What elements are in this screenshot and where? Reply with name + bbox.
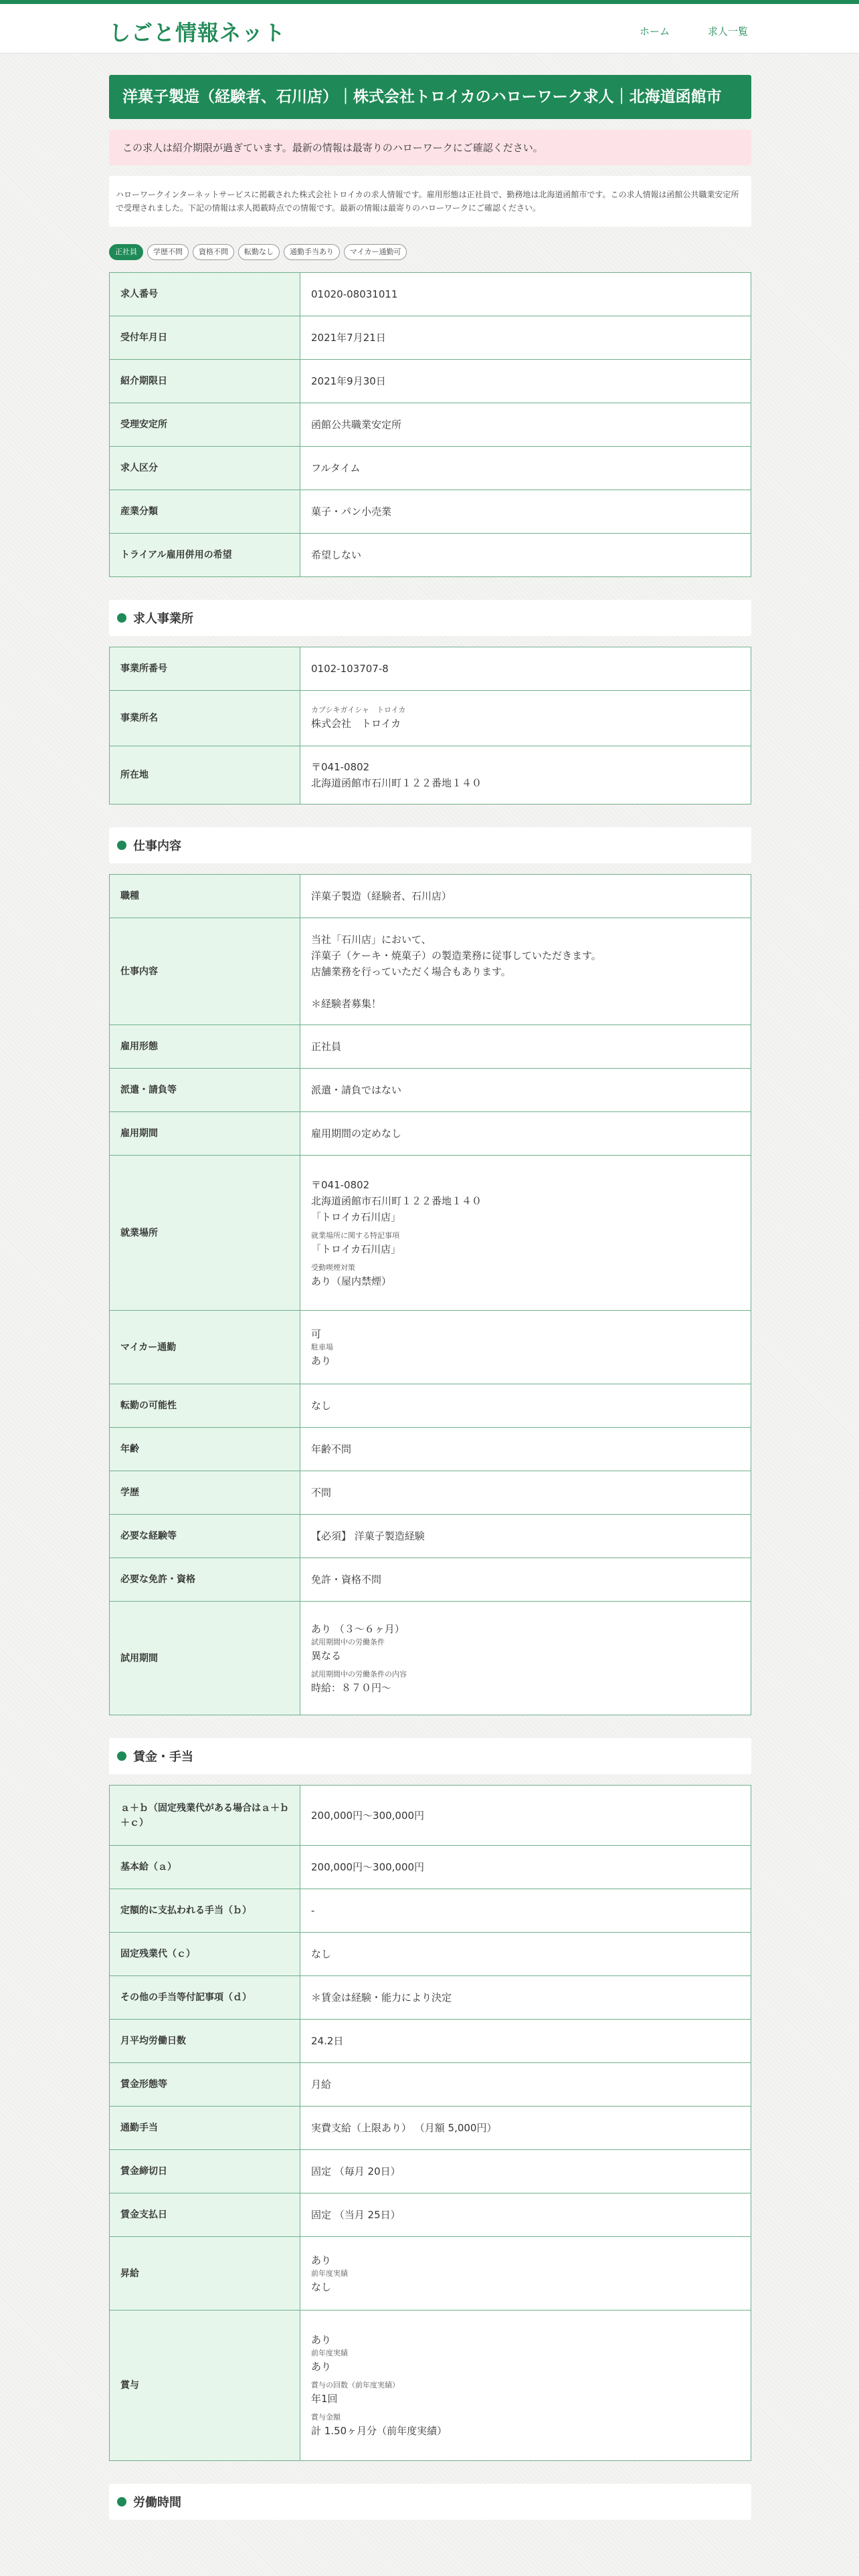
table-row	[110, 746, 751, 804]
row-note: 前年度実績	[311, 2268, 348, 2278]
table-row	[110, 1558, 751, 1602]
row-label: 試用期間	[110, 1602, 300, 1715]
row-label: 賃金支払日	[110, 2193, 300, 2237]
nav-job-list-link[interactable]: 求人一覧	[708, 25, 749, 37]
row-value: 雇用期間の定めなし	[300, 1112, 751, 1156]
row-value: 年1回	[311, 2393, 338, 2405]
row-note: 受動喫煙対策	[311, 1263, 355, 1272]
bullet-icon	[117, 841, 126, 850]
tag-no-education-req: 学歴不問	[147, 244, 189, 260]
row-value: なし	[300, 1384, 751, 1428]
row-label: 月平均労働日数	[110, 2020, 300, 2063]
row-label: 賞与	[110, 2311, 300, 2461]
row-value: 年齢不問	[300, 1428, 751, 1471]
row-label: 受理安定所	[110, 403, 300, 447]
row-label: 賃金締切日	[110, 2150, 300, 2193]
row-note: 就業場所に関する特記事項	[311, 1230, 399, 1240]
row-value: 固定 （当月 25日）	[300, 2193, 751, 2237]
row-value: 正社員	[300, 1025, 751, 1069]
table-row	[110, 1846, 751, 1889]
table-row	[110, 2193, 751, 2237]
feature-tags	[109, 244, 751, 261]
row-value: ＊賃金は経験・能力により決定	[300, 1976, 751, 2020]
row-value: 菓子・パン小売業	[300, 490, 751, 534]
row-value: 免許・資格不問	[300, 1558, 751, 1602]
row-label: 求人番号	[110, 273, 300, 316]
row-value: 2021年9月30日	[300, 360, 751, 403]
page-title: 洋菓子製造（経験者、石川店）｜株式会社トロイカのハローワーク求人｜北海道函館市	[109, 75, 751, 119]
table-row	[110, 360, 751, 403]
table-row	[110, 273, 751, 316]
tag-full-time: 正社員	[109, 244, 143, 260]
section-title: 求人事業所	[133, 612, 193, 626]
row-value: 希望しない	[300, 534, 751, 577]
table-row	[110, 1311, 751, 1384]
table-row	[110, 1933, 751, 1976]
table-row	[110, 1069, 751, 1112]
row-value: 〒041-0802 北海道函館市石川町１２２番地１４０	[300, 746, 751, 804]
tag-commute-allowance: 通勤手当あり	[284, 244, 340, 260]
row-value: -	[300, 1889, 751, 1933]
table-row	[110, 1025, 751, 1069]
table-row	[110, 1515, 751, 1558]
site-header	[0, 4, 859, 53]
row-value: 実費支給（上限あり） （月額 5,000円）	[300, 2107, 751, 2150]
row-label: 必要な経験等	[110, 1515, 300, 1558]
row-label: 固定残業代（ｃ）	[110, 1933, 300, 1976]
table-row	[110, 1786, 751, 1846]
tag-no-license-req: 資格不問	[193, 244, 234, 260]
row-value: 月給	[300, 2063, 751, 2107]
table-row	[110, 1428, 751, 1471]
table-row	[110, 918, 751, 1025]
row-label: 職種	[110, 875, 300, 918]
row-label: 就業場所	[110, 1156, 300, 1311]
row-note: 駐車場	[311, 1342, 333, 1352]
row-label: 通勤手当	[110, 2107, 300, 2150]
row-value: 「トロイカ石川店」	[311, 1243, 401, 1255]
table-row	[110, 2107, 751, 2150]
table-row	[110, 647, 751, 691]
row-value: あり	[311, 2254, 332, 2266]
section-heading-office	[109, 600, 751, 636]
section-title: 労働時間	[133, 2496, 181, 2510]
row-label: 賃金形態等	[110, 2063, 300, 2107]
row-note: 試用期間中の労働条件の内容	[311, 1669, 407, 1679]
row-label: 年齢	[110, 1428, 300, 1471]
table-row	[110, 2063, 751, 2107]
table-row	[110, 1112, 751, 1156]
row-value: 不問	[300, 1471, 751, 1515]
row-value: 2021年7月21日	[300, 316, 751, 360]
row-value: 異なる	[311, 1649, 342, 1662]
section-title: 仕事内容	[133, 839, 181, 853]
table-row	[110, 2150, 751, 2193]
tag-car-commute: マイカー通勤可	[344, 244, 407, 260]
row-value: 洋菓子製造（経験者、石川店）	[300, 875, 751, 918]
table-row	[110, 534, 751, 577]
basic-info-table	[109, 272, 751, 577]
row-label: 紹介期限日	[110, 360, 300, 403]
row-note: 賞与の回数（前年度実績）	[311, 2381, 399, 2389]
row-value: 【必須】 洋菓子製造経験	[300, 1515, 751, 1558]
row-value: 0102-103707-8	[300, 647, 751, 691]
row-value: 当社「石川店」において、 洋菓子（ケーキ・焼菓子）の製造業務に従事していただきます。 店舗業務を行っていただく場合もあります。 ＊経験者募集！	[300, 918, 751, 1025]
row-label: 雇用期間	[110, 1112, 300, 1156]
site-logo[interactable]: しごと情報ネット	[109, 20, 286, 45]
row-value: 可	[311, 1327, 322, 1340]
row-note: 賞与金額	[311, 2413, 341, 2422]
row-label: 学歴	[110, 1471, 300, 1515]
row-value: あり（屋内禁煙）	[311, 1275, 392, 1287]
row-value: 計 1.50ヶ月分（前年度実績）	[311, 2425, 448, 2437]
section-heading-job	[109, 827, 751, 863]
row-value: あり	[311, 2361, 332, 2373]
row-label: 必要な免許・資格	[110, 1558, 300, 1602]
row-value: あり	[311, 2334, 332, 2346]
row-label: 求人区分	[110, 447, 300, 490]
row-label: 定額的に支払われる手当（ｂ）	[110, 1889, 300, 1933]
table-row	[110, 1156, 751, 1311]
row-label: 昇給	[110, 2237, 300, 2311]
row-label: トライアル雇用併用の希望	[110, 534, 300, 577]
row-value: 〒041-0802 北海道函館市石川町１２２番地１４０ 「トロイカ石川店」	[311, 1178, 482, 1223]
table-row	[110, 316, 751, 360]
table-row	[110, 691, 751, 746]
row-label: 転勤の可能性	[110, 1384, 300, 1428]
row-label: 仕事内容	[110, 918, 300, 1025]
row-value: 24.2日	[300, 2020, 751, 2063]
table-row	[110, 447, 751, 490]
section-heading-wage	[109, 1738, 751, 1774]
wage-table	[109, 1785, 751, 2461]
row-value: 派遣・請負ではない	[300, 1069, 751, 1112]
table-row	[110, 1384, 751, 1428]
table-row	[110, 1889, 751, 1933]
row-label: 所在地	[110, 746, 300, 804]
row-note: 前年度実績	[311, 2349, 348, 2357]
row-label: 派遣・請負等	[110, 1069, 300, 1112]
nav-home-link[interactable]: ホーム	[640, 25, 670, 37]
main-content	[109, 75, 751, 2520]
row-value: 時給：８７０円～	[311, 1681, 392, 1694]
table-row	[110, 403, 751, 447]
row-label: その他の手当等付記事項（ｄ）	[110, 1976, 300, 2020]
tag-no-transfer: 転勤なし	[238, 244, 280, 260]
row-value: なし	[311, 2280, 332, 2293]
bullet-icon	[117, 1751, 126, 1761]
table-row	[110, 875, 751, 918]
row-value: 200,000円〜300,000円	[300, 1786, 751, 1846]
company-kana: カブシキガイシャ トロイカ	[311, 706, 406, 714]
table-row	[110, 1976, 751, 2020]
table-row	[110, 1471, 751, 1515]
table-row	[110, 1602, 751, 1715]
company-name: 株式会社 トロイカ	[311, 718, 401, 730]
row-value: あり	[311, 1354, 332, 1367]
row-label: 産業分類	[110, 490, 300, 534]
row-label: 事業所名	[110, 691, 300, 746]
table-row	[110, 490, 751, 534]
intro-text: ハローワークインターネットサービスに掲載された株式会社トロイカの求人情報です。雇用形態は正社員で、勤務地は北海道函館市です。この求人情報は函館公共職業安定所で受理されました。下記の情報は求人掲載時点での情報です。最新の情報は最寄りのハローワークにご確認ください。	[109, 176, 751, 227]
table-row	[110, 2237, 751, 2311]
row-label: ａ＋ｂ（固定残業代がある場合はａ＋ｂ＋ｃ）	[110, 1786, 300, 1846]
office-table	[109, 647, 751, 804]
row-value: 01020-08031011	[300, 273, 751, 316]
row-note: 試用期間中の労働条件	[311, 1637, 385, 1646]
job-table	[109, 874, 751, 1715]
table-row	[110, 2020, 751, 2063]
row-value: フルタイム	[300, 447, 751, 490]
bullet-icon	[117, 2497, 126, 2506]
row-label: マイカー通勤	[110, 1311, 300, 1384]
expired-alert: この求人は紹介期限が過ぎています。最新の情報は最寄りのハローワークにご確認ください。	[109, 130, 751, 165]
section-heading-hours	[109, 2484, 751, 2520]
row-label: 基本給（ａ）	[110, 1846, 300, 1889]
row-label: 事業所番号	[110, 647, 300, 691]
row-value: 200,000円〜300,000円	[300, 1846, 751, 1889]
table-row	[110, 2311, 751, 2461]
bullet-icon	[117, 613, 126, 623]
section-title: 賃金・手当	[133, 1750, 193, 1764]
row-label: 雇用形態	[110, 1025, 300, 1069]
row-value: なし	[300, 1933, 751, 1976]
row-value: 固定 （毎月 20日）	[300, 2150, 751, 2193]
row-value: 函館公共職業安定所	[300, 403, 751, 447]
row-label: 受付年月日	[110, 316, 300, 360]
row-value: あり （３～６ヶ月）	[311, 1622, 405, 1635]
